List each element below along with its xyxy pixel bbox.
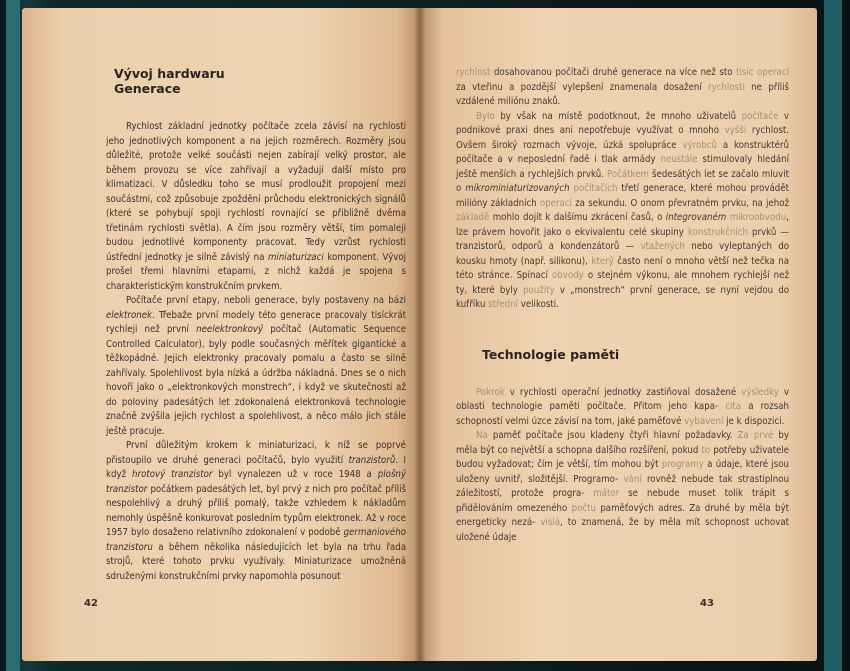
subsection-title: Generace [114,81,181,96]
paragraph: První důležitým krokem k miniaturizaci, k níž se poprvé přistoupilo ve druhé generaci počítačů, bylo využití tranzistorů. I když hrotový tranzistor byl vynalezen už v roce 1948 a plošný tranzistor počátkem padesátých let, byl prvý z nich pro počítač příliš nespolehlivý a druhý příliš pomalý, takže vzhledem k nákladům nemohly úspěšně konkurovat posledním typům elektronek. Až v roce 1957 bylo dosaženo relativního zdokonalení v podobě germaniového tranzistoru a během několika následujících let byla na trhu řada strojů, které tohoto prvku využívaly. Miniaturizace umožněná sdruženými konstrukčními prvky napomohla posunout [106,440,407,582]
memory-section-title: Technologie paměti [482,346,620,362]
paragraph: Počítače první etapy, neboli generace, byly postaveny na bázi elektronek. Třebaže první modely této generace pracovaly tisíckrát rychleji než první neelektronkový počítač (Automatic Sequence Controlled Calculator), byly podle současných měřítek gigantické a těžkopádné. Jejich elektronky pracovaly pomalu a často se silně zahřívaly. Spolehlivost byla nízká a údržba nákladná. Dnes se o nich hovoří jako o „elektronkových monstrech“, i když ve skutečnosti až do poloviny padesátých let zdokonalená elektronková technologie značně zvýšila jejich rychlost a spolehlivost, a něco málo jich stále ještě pracuje. [106,295,407,437]
paragraph: Na paměť počítače jsou kladeny čtyři hlavní požadavky. Za prvé by měla být co největší a schopna dalšího rozšíření, pokud to potřeby uživatele budou vyžadovat; čím je větší, tím mohou být programy a údaje, které jsou uloženy uvnitř, složitější. Programo- vání rovněž nebude tak strastiplnou záležitostí, protože progra- mátor se nebude muset tolik trápit s přidělováním omezeného počtu paměťových adres. Za druhé by měla být energeticky nezá- vislá, to znamená, že by měla mít schopnost uchovat uložené údaje [456,430,790,543]
paragraph: Bylo by však na místě podotknout, že mnoho uživatelů počítače v podnikové praxi dnes ani nepotřebuje využívat o mnoho vyšší rychlost. Ovšem široký rozmach vývoje, úzká spolupráce výrobců a konstruktérů počítače a v neposlední řadě i tlak armády neustále stimulovaly hledání ještě menších a rychlejších prvků. Počátkem šedesátých let se začalo mluvit o mikrominiaturizovaných počítačích třetí generace, které mohou provádět milióny základních operací za sekundu. O onom převratném prvku, na jehož základě mohlo dojít k dalšímu zkrácení časů, o integrovaném mikroobvodu, lze právem hovořit jako o ekvivalentu celé skupiny konstrukčních prvků — tranzistorů, odporů a kondenzátorů — vtažených nebo vyleptaných do kousku hmoty (např. silikonu), který často není o mnoho větší než tečka na této stránce. Spínací obvody o stejném výkonu, ale mnohem rychlejší než ty, které byly použity v „monstrech“ první generace, se nyní vejdou do kufříku střední velikosti. [456,110,790,310]
right-page-body-top [456,66,789,313]
page-number-left: 42 [84,598,98,609]
paragraph: Rychlost základní jednotky počítače zcela závisí na rychlosti jeho jednotlivých komponent a na jejich rozměrech. Rozměry jsou důležité, protože velké součásti nejen zabírají velký prostor, ale během provozu se více zahřívají a vyžadují další místo pro klimatizaci. V důsledku toho se musí prodloužit propojení mezi součástmi, což způsobuje zpoždění průchodu elektronických signálů (které se pohybují spoji rychlostí rovnající se přibližně dvěma třetinám rychlosti světla). A čím jsou rozměry větší, tím pomaleji budou jednotlivé komponenty pracovat. Tedy vzrůst rychlosti ústřední jednotky je silně závislý na miniaturizaci komponent. Vývoj prošel třemi hlavními etapami, z nichž každá je spojena s charakteristickým konstrukčním prvkem. [106,121,407,292]
paragraph: Pokrok v rychlosti operační jednotky zastiňoval dosažené výsledky v oblasti technologie paměti počítače. Přitom jeho kapa- cita a rozsah schopností velmi úzce závisí na tom, jaké paměťové vybavení je k dispozici. [456,386,789,427]
book-cover-left-edge [6,0,20,671]
left-page-heading [114,66,406,96]
page-number-right: 43 [700,598,714,609]
left-page [22,8,420,661]
left-page-body [106,120,406,584]
paragraph: rychlost dosahovanou počítači druhé generace na více než sto tisíc operací za vteřinu a pozdější vylepšení znamenala dosažení rychlosti ne příliš vzdálené miliónu znaků. [456,67,789,107]
right-page [420,8,817,661]
right-page-body-bottom [456,386,789,546]
section-title: Vývoj hardwaru [114,66,225,81]
book-cover-right-edge [824,0,842,671]
book-gutter-shadow [414,8,426,661]
